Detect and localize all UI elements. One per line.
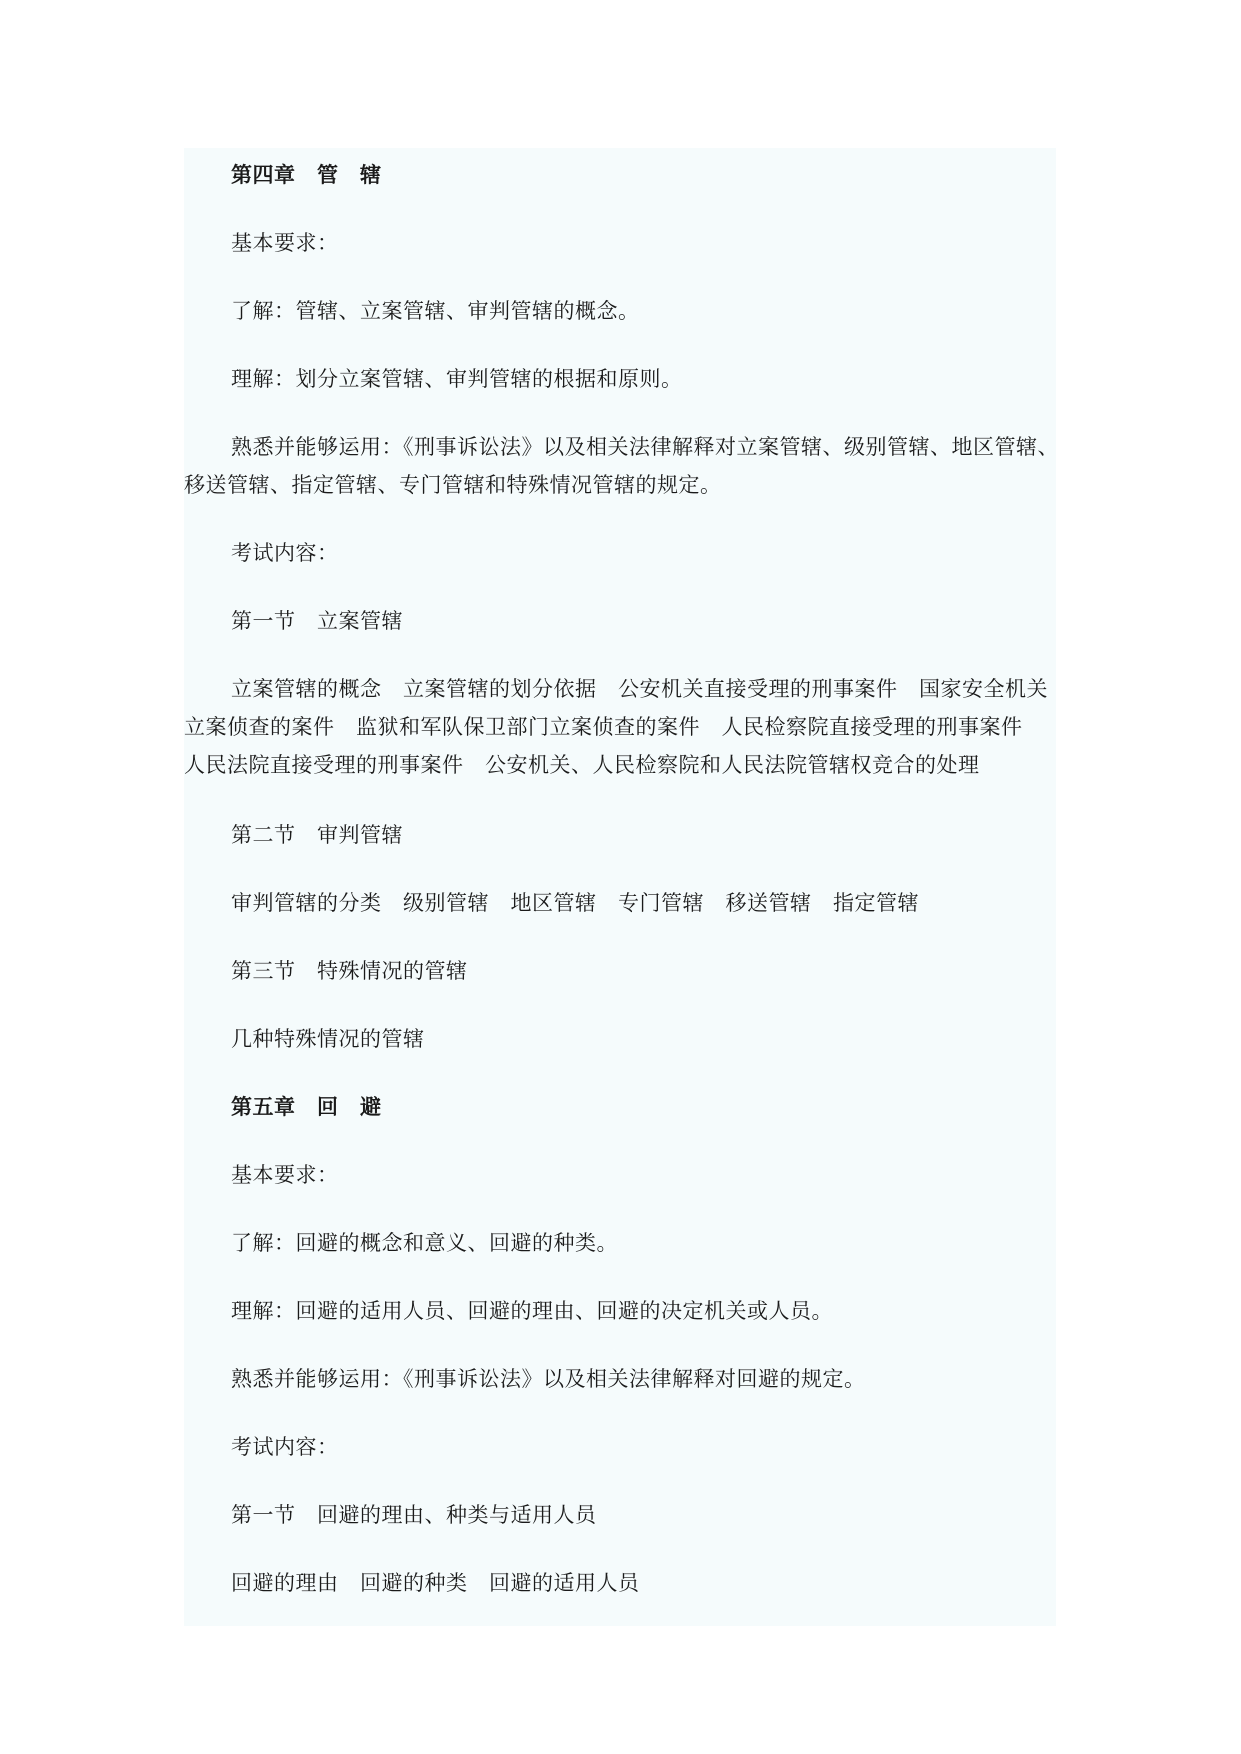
- chapter-4-section-2-title: 第二节 审判管辖: [231, 823, 403, 847]
- chapter-4-section-3-body: 几种特殊情况的管辖: [231, 1027, 425, 1051]
- chapter-5-apply: 熟悉并能够运用：《刑事诉讼法》以及相关法律解释对回避的规定。: [231, 1367, 866, 1391]
- chapter-5-understand: 了解：回避的概念和意义、回避的种类。: [231, 1231, 618, 1255]
- chapter-5-exam-label: 考试内容：: [231, 1435, 339, 1459]
- chapter-5-comprehend: 理解：回避的适用人员、回避的理由、回避的决定机关或人员。: [231, 1299, 833, 1323]
- chapter-4-comprehend: 理解：划分立案管辖、审判管辖的根据和原则。: [231, 367, 683, 391]
- chapter-4-apply: 熟悉并能够运用：《刑事诉讼法》以及相关法律解释对立案管辖、级别管辖、地区管辖、 移送管辖、指定管辖、专门管辖和特殊情况管辖的规定。: [184, 435, 1059, 497]
- chapter-4-section-3-title: 第三节 特殊情况的管辖: [231, 959, 468, 983]
- chapter-5-requirements-label: 基本要求：: [231, 1163, 339, 1187]
- chapter-5-section-1-body: 回避的理由 回避的种类 回避的适用人员: [231, 1571, 640, 1595]
- document-body: [184, 148, 1059, 1626]
- chapter-5-title: 第五章 回 避: [231, 1094, 382, 1119]
- chapter-5-section-1-title: 第一节 回避的理由、种类与适用人员: [231, 1503, 597, 1527]
- chapter-4-requirements-label: 基本要求：: [231, 231, 339, 255]
- chapter-4-section-2-body: 审判管辖的分类 级别管辖 地区管辖 专门管辖 移送管辖 指定管辖: [231, 891, 919, 915]
- chapter-4-section-1-body: 立案管辖的概念 立案管辖的划分依据 公安机关直接受理的刑事案件 国家安全机关 立案侦查的案件 监狱和军队保卫部门立案侦查的案件 人民检察院直接受理的刑事案件 人民法院直接受理的刑事案件 公安机关、人民检察院和人民法院管辖权竞合的处理: [184, 677, 1048, 777]
- chapter-4-exam-label: 考试内容：: [231, 541, 339, 565]
- chapter-4-title: 第四章 管 辖: [231, 162, 382, 187]
- chapter-4-understand: 了解：管辖、立案管辖、审判管辖的概念。: [231, 299, 640, 323]
- chapter-4-section-1-title: 第一节 立案管辖: [231, 609, 403, 633]
